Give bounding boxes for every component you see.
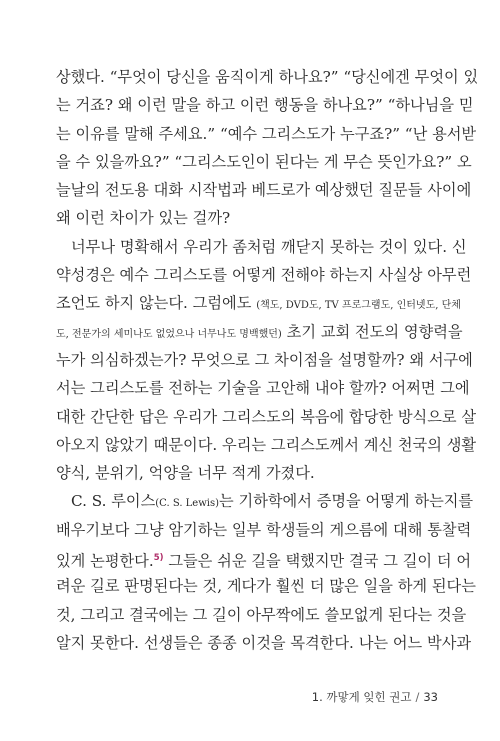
page-footer: [312, 689, 438, 705]
body-line: [56, 544, 472, 572]
parenthetical-small-text: (책도, DVD도, TV 프로그램도, 인터넷도, 단체: [256, 300, 461, 312]
parenthetical-small-text: (C. S. Lewis): [155, 498, 220, 510]
body-line: 왜 이런 차이가 있는 걸까?: [56, 209, 231, 228]
body-line: 너무나 명확해서 우리가 좀처럼 깨닫지 못하는 것이 있다. 신: [71, 237, 467, 256]
body-line: 대한 간단한 답은 우리가 그리스도의 복음에 합당한 방식으로 살: [56, 407, 477, 426]
body-text-span: C. S. 루이스: [71, 492, 156, 511]
page-number: 33: [423, 690, 438, 704]
body-line: 상했다. “무엇이 당신을 움직이게 하나요?” “당신에겐 무엇이 있: [56, 68, 479, 86]
body-line: 양식, 분위기, 억양을 너무 적게 가졌다.: [56, 464, 315, 483]
body-line: [56, 487, 474, 515]
body-text-span: 는 기하학에서 증명을 어떻게 하는지를: [219, 492, 474, 511]
body-text-span: 조언도 하지 않는다. 그럼에도: [56, 294, 257, 313]
body-line: 을 수 있을까요?” “그리스도인이 된다는 게 무슨 뜻인가요?” 오: [56, 152, 472, 171]
body-line: 알지 못한다. 선생들은 종종 이것을 목격한다. 나는 어느 박사과: [56, 633, 472, 652]
body-line: 것, 그리고 결국에는 그 길이 아무짝에도 쓸모없게 된다는 것을: [56, 605, 467, 624]
parenthetical-small-text: 도, 전문가의 세미나도 없었으나 너무나도 명백했던): [56, 328, 282, 340]
body-text: [56, 63, 479, 657]
body-line: 는 이유를 말해 주세요.” “예수 그리스도가 누구죠?” “난 용서받: [56, 124, 477, 143]
footer-separator: /: [415, 690, 420, 704]
body-text-span: 그들은 쉬운 길을 택했지만 결국 그 길이 더 어: [163, 552, 472, 571]
body-line: 배우기보다 그냥 암기하는 일부 학생들의 게으름에 대해 통찰력: [56, 520, 472, 539]
body-text-span: 있게 논평한다.: [56, 552, 154, 571]
body-line: [56, 318, 463, 346]
footnote-marker[interactable]: 5): [153, 553, 164, 564]
body-line: 서는 그리스도를 전하는 기술을 고안해 내야 할까? 어쩌면 그에: [56, 379, 470, 398]
body-line: 누가 의심하겠는가? 무엇으로 그 차이점을 설명할까? 왜 서구에: [56, 350, 473, 369]
body-text-span: 초기 교회 전도의 영향력을: [281, 322, 463, 341]
body-line: 늘날의 전도용 대화 시작법과 베드로가 예상했던 질문들 사이에: [56, 181, 472, 200]
body-line: 려운 길로 판명된다는 것, 게다가 훨씬 더 많은 일을 하게 된다는: [56, 577, 476, 596]
chapter-title: 1. 까맣게 잊힌 권고: [311, 690, 412, 704]
body-line: [56, 289, 461, 317]
body-line: 는 거죠? 왜 이런 말을 하고 이런 행동을 하나요?” “하나님을 믿: [56, 96, 474, 115]
body-line: 약성경은 예수 그리스도를 어떻게 전해야 하는지 사실상 아무런: [56, 266, 472, 285]
body-line: 아오지 않았기 때문이다. 우리는 그리스도께서 계신 천국의 생활: [56, 435, 477, 454]
